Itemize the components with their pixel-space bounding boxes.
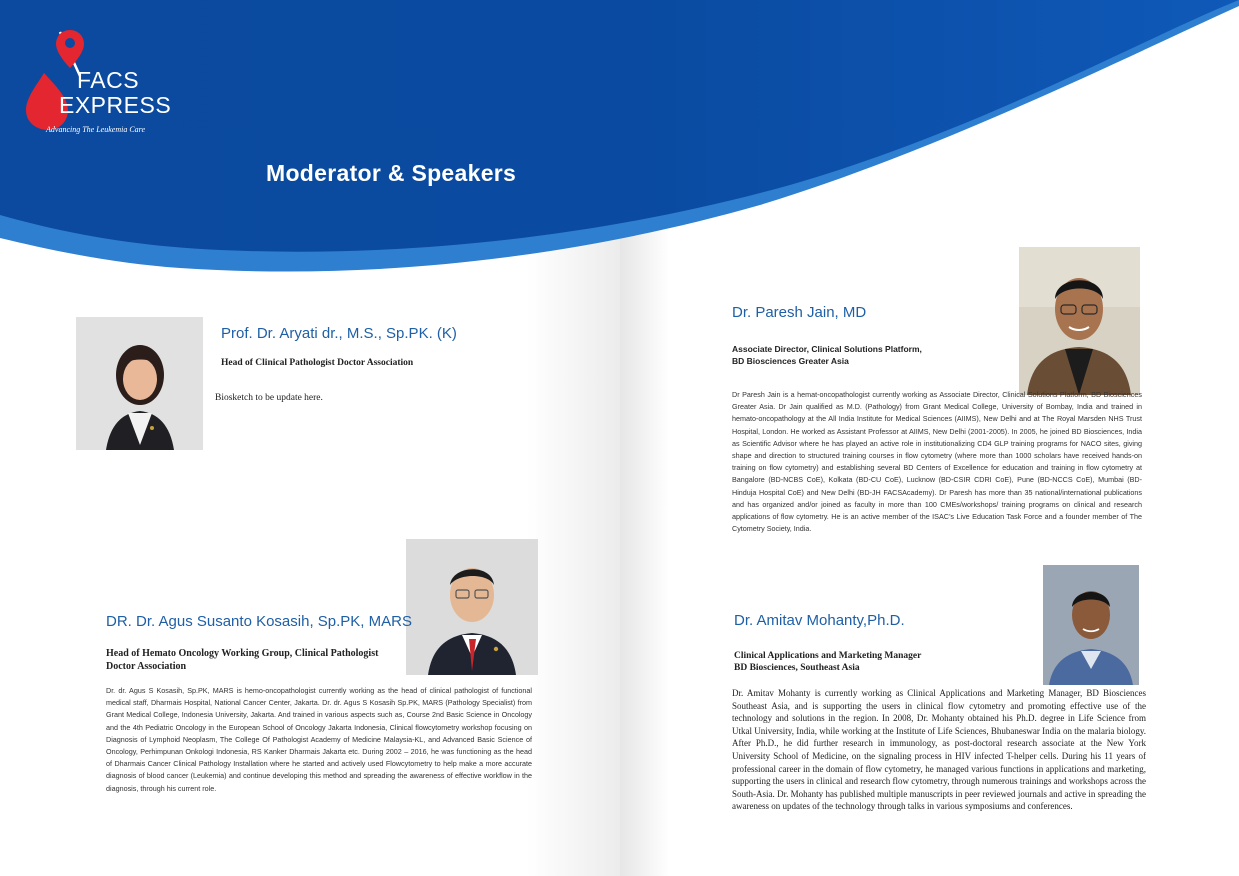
speaker-role-agus-line2: Doctor Association [106,661,187,672]
speaker-role-amitav [734,650,1014,674]
speaker-bio-agus: Dr. dr. Agus S Kosasih, Sp.PK, MARS is hemo-oncopathologist currently working as the head of clinical pathologist of functional medical staff, Dharmais Hospital, National Cancer Center, Jakarta. Dr. dr. Agus S Kosasih Sp.PK, MARS (Pathology Specialist) from Grant Medical College, Indonesia University, Jakarta. And trained in various aspects such as, Course 2nd Basic Science in Oncology and the 4th Pediatric Oncology in the European School of Oncology Jakarta Indonesia, Clinical flowcytometry workshop focusing on Diagnosis of Lymphoid Neoplasm, The College Of Pathologist Academy of Medicine Malaysia-KL, and Advanced Basic Science of Oncology, Perhimpunan Onkologi Indonesia, RS Kanker Dharmais Jakarta etc. During 2002 – 2016, he was functioning as the head of Dharmais Cancer Clinical Pathology Installation where he started and actively used Flowcytometry to help make a more accurate diagnosis of blood cancer (Leukemia) and continue developing this method and spreading the awareness of effective workflow in the diagnosis, through his current role. [106,686,532,793]
speaker-photo-amitav [1043,565,1139,685]
speaker-bio-paresh: Dr Paresh Jain is a hemat-oncopathologist currently working as Associate Director, Clinical Solutions Platform, BD Biosciences Greater Asia. Dr Jain qualified as M.D. (Pathology) from Grant Medical College, University of Bombay, India and trained in hemato-oncopathology at the All India Institute for Medical Sciences (AIIMS), New Delhi and at The Royal Marsden NHS Trust Hospital, London. He worked as Assistant Professor at AIIMS, New Delhi (2001-2005). In 2005, he joined BD Biosciences, India as Scientific Advisor where he has played an active role in institutionalizing CD4 GLP training programs for NACO sites, giving shape and direction to structured training courses in flow cytometry (where more than 1000 scholars have received hands-on training on flow cytometry) and establishing several BD Centers of Excellence for education and training in flow cytometry at Bangalore (BD-NCBS CoE), Kolkata (BD-CU CoE), Lucknow (BD-CSIR CDRI CoE), Pune (BD-NCCS CoE), Mumbai (BD-Hinduja Hospital CoE) and New Delhi (BD-JH FACSAcademy). Dr Paresh has more than 35 national/international publications and has organized and/or joined as faculty in more than 100 CMEs/workshops/ training programs on clinical and research applications of flow cytometry. He is an active member of the ISAC’s Live Education Task Force and a founder member of The Cytometry Society, India. [732,390,1142,534]
speaker-role-amitav-line2: BD Biosciences, Southeast Asia [734,663,860,673]
speaker-name-aryati: Prof. Dr. Aryati dr., M.S., Sp.PK. (K) [221,325,457,342]
speaker-photo-aryati [76,317,203,450]
speaker-photo-paresh [1019,247,1140,395]
header-wave-banner [0,0,1239,280]
speaker-role-amitav-line1: Clinical Applications and Marketing Manager [734,651,922,661]
speaker-role-paresh-line2: BD Biosciences Greater Asia [732,356,849,366]
speaker-role-paresh-line1: Associate Director, Clinical Solutions Platform, [732,344,922,354]
speaker-bio-amitav: Dr. Amitav Mohanty is currently working as Clinical Applications and Marketing Manager, BD Biosciences Southeast Asia, and is supporting the users in clinical flow cytometry and promoting effective use of the technology and solutions in the region. In 2008, Dr. Mohanty obtained his Ph.D. degree in Life Science from Utkal University, India, while working at the Institute of Life Sciences, Bhubaneswar India on the malaria biology. After Ph.D., he did further research in immunology, as post-doctoral research associate at the New York University School of Medicine, on the signaling process in HIV infected T-helper cells. During his 11 years of professional career in the domain of flow cytometry, he managed various functions in applications and marketing, supporting the users in clinical and research flow cytometry, through numerous trainings and workshops across the South-Asia. Dr. Mohanty has published multiple manuscripts in peer reviewed journals and active in spreading the awareness on updates of the technology through talks in various symposiums and conferences. [732,688,1146,812]
page-title: Moderator & Speakers [266,160,517,186]
logo-wordmark [59,68,171,118]
speaker-role-agus [106,647,406,673]
speaker-name-paresh: Dr. Paresh Jain, MD [732,304,867,321]
logo-line-express: EXPRESS [59,92,172,118]
speaker-role-agus-line1: Head of Hemato Oncology Working Group, Clinical Pathologist [106,648,379,659]
speaker-role-paresh [732,343,992,367]
speaker-name-agus: DR. Dr. Agus Susanto Kosasih, Sp.PK, MARS [106,613,412,630]
speaker-bio-aryati: Biosketch to be update here. [215,393,323,403]
logo-line-facs: FACS [77,67,140,93]
speaker-photo-agus [406,539,538,675]
speaker-role-aryati: Head of Clinical Pathologist Doctor Association [221,358,414,368]
speaker-name-amitav: Dr. Amitav Mohanty,Ph.D. [734,612,905,629]
logo-tagline: Advancing The Leukemia Care [46,125,146,134]
